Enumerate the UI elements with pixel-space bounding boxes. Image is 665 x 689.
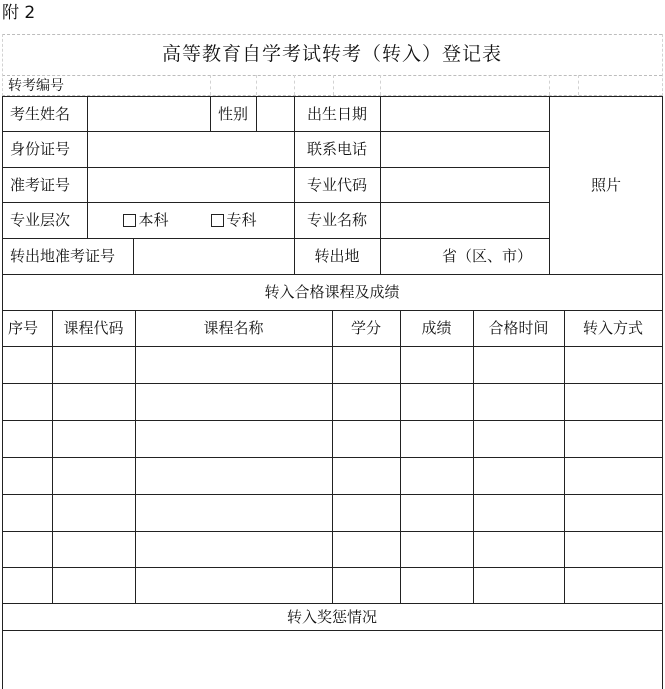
title-frame-top (2, 34, 662, 35)
number-row-divider (549, 75, 550, 95)
name-field[interactable] (88, 97, 209, 130)
major-name-field[interactable] (381, 203, 548, 237)
table-row[interactable] (3, 495, 661, 530)
title-frame-right (662, 34, 663, 96)
photo-box (550, 96, 662, 274)
table-row[interactable] (3, 384, 661, 419)
col-header-score: 成绩 (421, 319, 452, 337)
undergrad-option[interactable] (120, 202, 172, 238)
college-label: 专科 (226, 211, 257, 229)
major-name-label: 专业名称 (306, 211, 367, 229)
major-code-label: 专业代码 (306, 175, 367, 194)
phone-label: 联系电话 (306, 140, 367, 158)
undergrad-checkbox[interactable] (123, 214, 136, 227)
table-row[interactable] (3, 532, 661, 566)
col-header-pass-date: 合格时间 (488, 319, 549, 337)
col-header-credits: 学分 (350, 319, 381, 337)
transfer-number-label: 转考编号 (8, 78, 64, 94)
col-header-transfer-method: 转入方式 (582, 319, 643, 337)
table-row[interactable] (3, 421, 661, 456)
gender-label: 性别 (217, 104, 248, 123)
origin-admission-number-field[interactable] (134, 239, 293, 273)
grid-line (662, 96, 663, 689)
table-row[interactable] (3, 568, 661, 602)
number-row-divider (380, 75, 381, 95)
origin-place-label: 转出地 (314, 247, 360, 265)
college-checkbox[interactable] (211, 214, 224, 227)
rewards-section-title: 转入奖惩情况 (286, 607, 377, 626)
table-row[interactable] (3, 458, 661, 493)
course-section-title: 转入合格课程及成绩 (264, 283, 400, 301)
birth-date-label: 出生日期 (306, 104, 367, 123)
college-option[interactable] (208, 202, 260, 238)
title-frame-bottom (2, 75, 662, 76)
name-label: 考生姓名 (10, 104, 71, 123)
photo-label: 照片 (590, 176, 621, 194)
col-header-course-code: 课程代码 (63, 319, 124, 337)
province-suffix: 省（区、市） (442, 247, 533, 265)
attachment-label: 附 2 (2, 3, 36, 23)
col-header-course-name: 课程名称 (203, 319, 264, 337)
id-number-label: 身份证号 (10, 140, 71, 158)
undergrad-label: 本科 (138, 211, 169, 229)
origin-admission-number-label: 转出地准考证号 (10, 247, 116, 265)
form-title: 高等教育自学考试转考（转入）登记表 (161, 43, 502, 65)
admission-number-label: 准考证号 (10, 175, 71, 194)
number-row-divider (210, 75, 211, 95)
gender-field[interactable] (257, 97, 293, 130)
birth-date-field[interactable] (381, 97, 548, 130)
major-code-field[interactable] (381, 168, 548, 201)
id-number-field[interactable] (88, 132, 293, 166)
table-row[interactable] (3, 347, 661, 382)
number-row-divider (294, 75, 295, 95)
number-row-divider (333, 75, 334, 95)
rewards-content-field[interactable] (3, 631, 661, 689)
number-row-divider (256, 75, 257, 95)
major-level-label: 专业层次 (10, 211, 71, 229)
phone-field[interactable] (381, 132, 548, 166)
admission-number-field[interactable] (88, 168, 293, 201)
col-header-index: 序号 (8, 319, 39, 337)
number-row-divider (578, 75, 579, 95)
